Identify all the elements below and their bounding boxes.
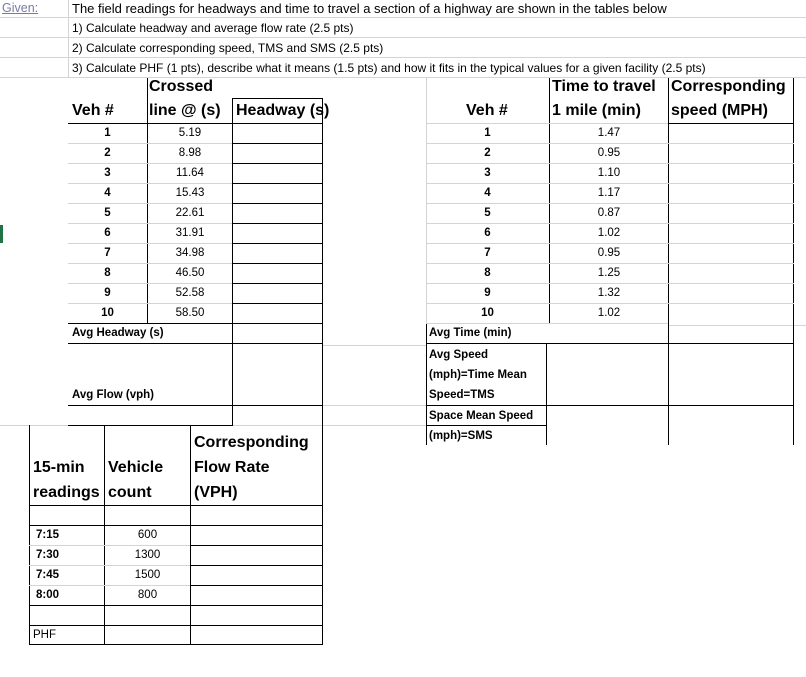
rate-header-line3: (VPH) <box>194 484 238 501</box>
readings-header-line2: readings <box>33 484 100 501</box>
phf-label: PHF <box>33 629 56 641</box>
instruction-line-3: 3) Calculate PHF (1 pts), describe what it means (1.5 pts) and how it fits in the typical values for a given facility (2.5 pts) <box>72 61 706 75</box>
table-row-count: 600 <box>137 529 158 541</box>
given-label: Given: <box>2 1 39 15</box>
crossed-header-line2: line @ (s) <box>149 102 221 119</box>
rate-header-line2: Flow Rate <box>194 459 270 476</box>
table-row-veh: 9 <box>104 287 111 299</box>
time-header-line1: Time to travel <box>552 78 656 95</box>
table-row-veh: 7 <box>484 247 491 259</box>
avg-time-label: Avg Time (min) <box>429 327 512 339</box>
table-row-veh: 10 <box>481 307 494 319</box>
headway-header: Headway (s) <box>236 102 330 119</box>
table-row-count: 1500 <box>134 569 161 581</box>
table-row-veh: 5 <box>104 207 111 219</box>
table-row-time: 0.95 <box>597 247 621 259</box>
table-row-count: 1300 <box>134 549 161 561</box>
time-header-line2: 1 mile (min) <box>552 102 641 119</box>
table-row-veh: 1 <box>104 127 111 139</box>
table-row-crossed: 34.98 <box>175 247 205 259</box>
table-row-veh: 3 <box>484 167 491 179</box>
table-row-crossed: 11.64 <box>176 167 204 179</box>
table-row-crossed: 31.91 <box>175 227 205 239</box>
table-row-veh: 3 <box>104 167 111 179</box>
avg-headway-label: Avg Headway (s) <box>72 327 164 339</box>
table-row-time: 1.47 <box>597 127 621 139</box>
avg-speed-label-line3: Speed=TMS <box>429 389 495 401</box>
avg-speed-label-line2: (mph)=Time Mean <box>429 369 527 381</box>
table-row-veh: 4 <box>484 187 491 199</box>
sms-label-line1: Space Mean Speed <box>429 410 534 422</box>
speed-header-line1: Corresponding <box>671 78 786 95</box>
table-row-veh: 6 <box>484 227 491 239</box>
table-row-crossed: 5.19 <box>178 127 202 139</box>
speed-header-line2: speed (MPH) <box>671 102 768 119</box>
readings-header-line1: 15-min <box>33 459 85 476</box>
table-row-crossed: 52.58 <box>175 287 205 299</box>
rate-header-line1: Corresponding <box>194 434 309 451</box>
table-row-time: 7:30 <box>36 549 60 561</box>
table-row-veh: 7 <box>104 247 111 259</box>
table-row-time: 1.32 <box>597 287 621 299</box>
table-row-veh: 2 <box>104 147 111 159</box>
table-row-veh: 8 <box>104 267 111 279</box>
avg-flow-label: Avg Flow (vph) <box>72 389 154 401</box>
instruction-line-intro: The field readings for headways and time to travel a section of a highway are shown in the tables below <box>72 1 667 16</box>
table-row-time: 1.02 <box>597 307 621 319</box>
table-row-time: 1.25 <box>597 267 621 279</box>
table-row-crossed: 15.43 <box>175 187 205 199</box>
table-row-time: 1.10 <box>597 167 621 179</box>
count-header-line2: count <box>108 484 152 501</box>
veh-header: Veh # <box>72 102 114 119</box>
table-row-veh: 9 <box>484 287 491 299</box>
table-row-veh: 4 <box>104 187 111 199</box>
veh-header: Veh # <box>466 102 508 119</box>
table-row-crossed: 8.98 <box>178 147 202 159</box>
table-row-time: 7:15 <box>36 529 60 541</box>
instruction-line-1: 1) Calculate headway and average flow rate (2.5 pts) <box>72 21 354 35</box>
count-header-line1: Vehicle <box>108 459 164 476</box>
instruction-line-2: 2) Calculate corresponding speed, TMS and SMS (2.5 pts) <box>72 41 384 55</box>
table-row-time: 7:45 <box>36 569 60 581</box>
table-row-veh: 2 <box>484 147 491 159</box>
table-row-time: 8:00 <box>36 589 60 601</box>
sms-label-line2: (mph)=SMS <box>429 430 493 442</box>
table-row-veh: 1 <box>484 127 491 139</box>
table-row-count: 800 <box>137 589 158 601</box>
avg-speed-label-line1: Avg Speed <box>429 349 489 361</box>
crossed-header-line1: Crossed <box>149 78 214 95</box>
table-row-time: 1.17 <box>597 187 621 199</box>
table-row-veh: 6 <box>104 227 111 239</box>
table-row-crossed: 58.50 <box>175 307 205 319</box>
table-row-crossed: 46.50 <box>175 267 205 279</box>
table-row-time: 1.02 <box>597 227 621 239</box>
table-row-time: 0.87 <box>597 207 621 219</box>
table-row-veh: 5 <box>484 207 491 219</box>
table-row-crossed: 22.61 <box>175 207 205 219</box>
table-row-veh: 10 <box>101 307 114 319</box>
table-row-veh: 8 <box>484 267 491 279</box>
table-row-time: 0.95 <box>597 147 621 159</box>
